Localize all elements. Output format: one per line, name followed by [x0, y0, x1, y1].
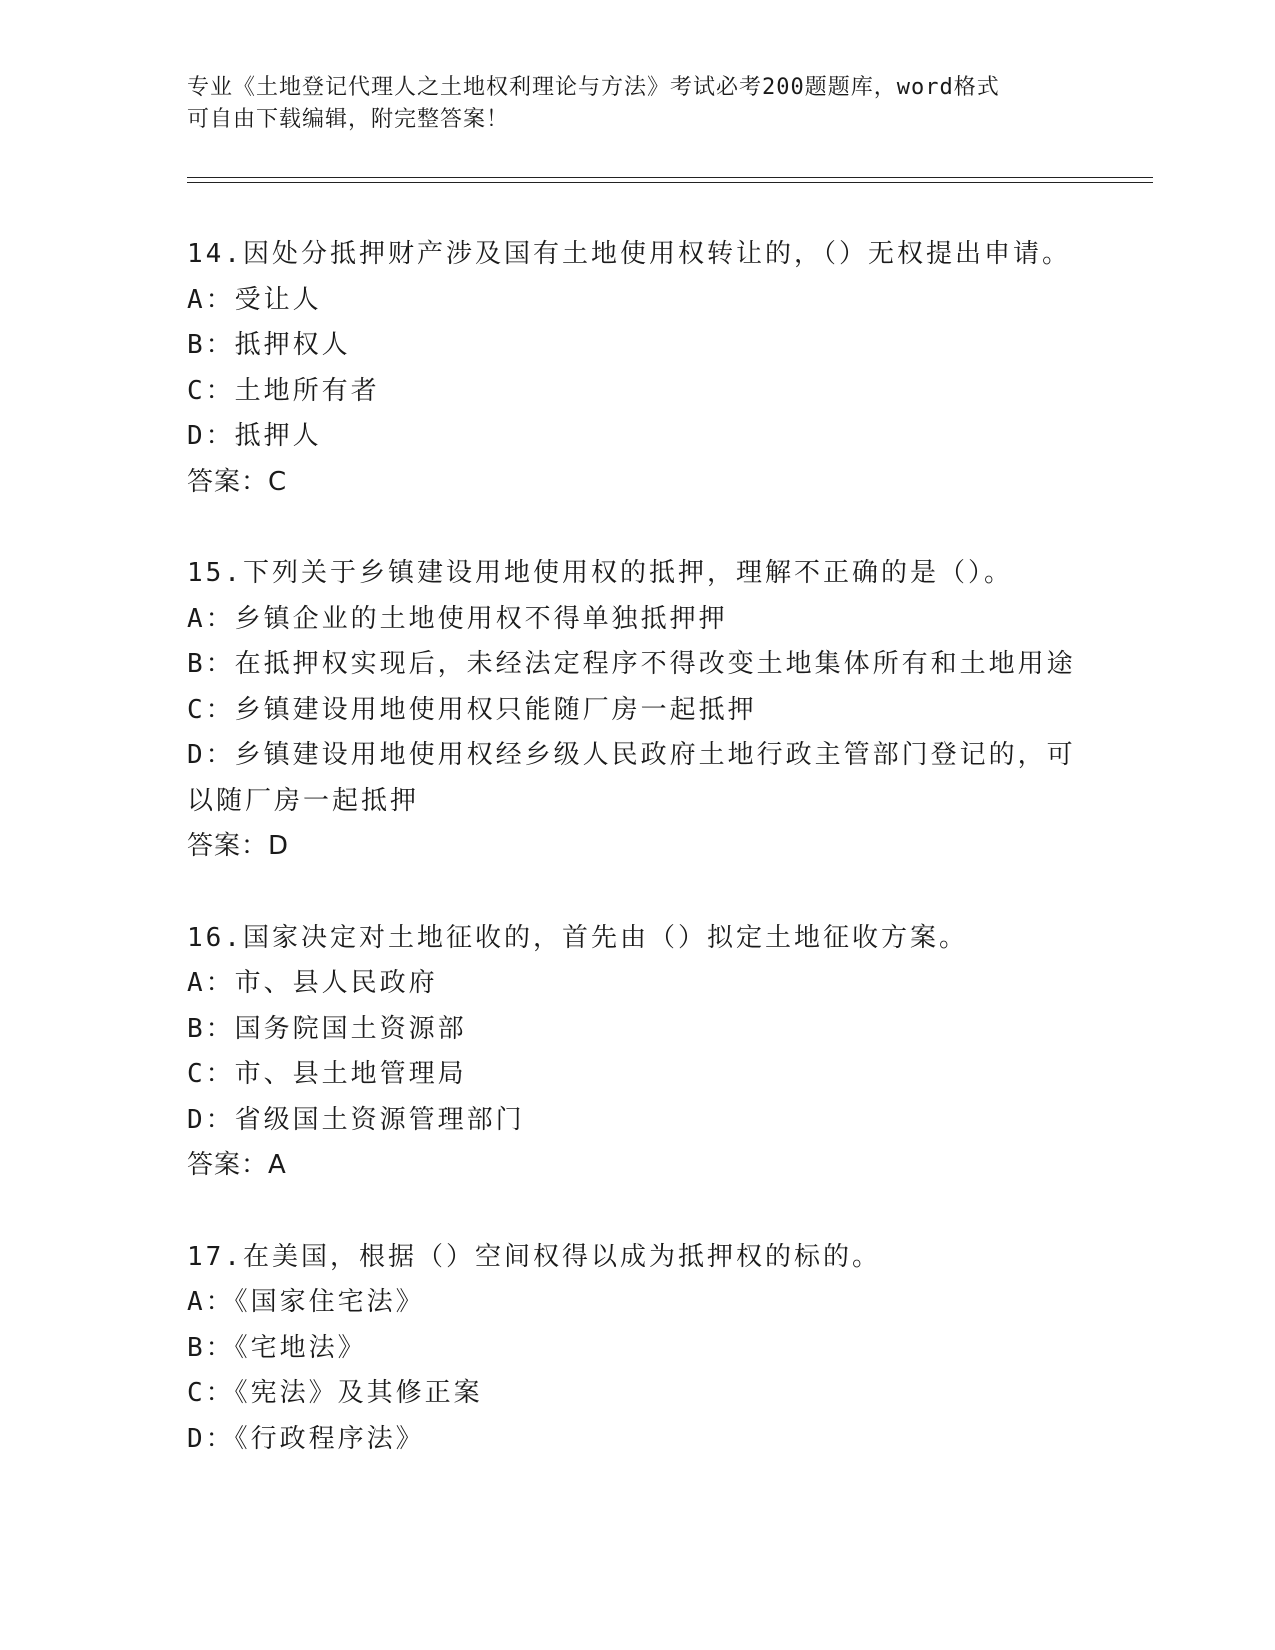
option-b: B：国务院国土资源部 [187, 1013, 467, 1044]
header-line-2: 可自由下载编辑，附完整答案！ [187, 107, 510, 132]
option-b: B：在抵押权实现后，未经法定程序不得改变土地集体所有和土地用途 [187, 649, 1076, 679]
option-a: A：受让人 [187, 284, 322, 315]
option-a: A：《国家住宅法》 [187, 1287, 425, 1317]
question-17 [187, 1235, 1087, 1463]
document-header [187, 72, 1087, 136]
option-d: D：《行政程序法》 [187, 1423, 425, 1454]
question-stem: 16.国家决定对土地征收的，首先由（）拟定土地征收方案。 [187, 922, 968, 953]
option-d: D：抵押人 [187, 421, 322, 451]
answer: 答案：C [187, 466, 288, 497]
header-divider-top [187, 177, 1153, 178]
question-stem: 17.在美国，根据（）空间权得以成为抵押权的标的。 [187, 1241, 881, 1272]
option-c: C：《宪法》及其修正案 [187, 1378, 483, 1408]
question-15 [187, 551, 1087, 870]
answer: 答案：A [187, 1150, 287, 1180]
question-14 [187, 232, 1087, 505]
option-a: A：乡镇企业的土地使用权不得单独抵押押 [187, 603, 728, 634]
option-c: C：乡镇建设用地使用权只能随厂房一起抵押 [187, 694, 757, 725]
option-b: B：抵押权人 [187, 330, 351, 360]
question-stem: 14.因处分抵押财产涉及国有土地使用权转让的，（）无权提出申请。 [187, 239, 1071, 269]
option-a: A：市、县人民政府 [187, 968, 438, 998]
option-c: C：土地所有者 [187, 375, 380, 406]
question-16 [187, 916, 1087, 1189]
question-list [187, 232, 1087, 1508]
header-divider-bottom [187, 182, 1153, 183]
option-c: C：市、县土地管理局 [187, 1059, 467, 1089]
answer: 答案：D [187, 831, 290, 861]
question-stem: 15.下列关于乡镇建设用地使用权的抵押，理解不正确的是（）。 [187, 558, 1013, 588]
option-b: B：《宅地法》 [187, 1332, 367, 1363]
header-line-1: 专业《土地登记代理人之土地权利理论与方法》考试必考200题题库，word格式 [187, 75, 1000, 100]
option-d: D：省级国土资源管理部门 [187, 1104, 525, 1135]
option-d: D：乡镇建设用地使用权经乡级人民政府土地行政主管部门登记的，可以随厂房一起抵押 [187, 740, 1076, 816]
